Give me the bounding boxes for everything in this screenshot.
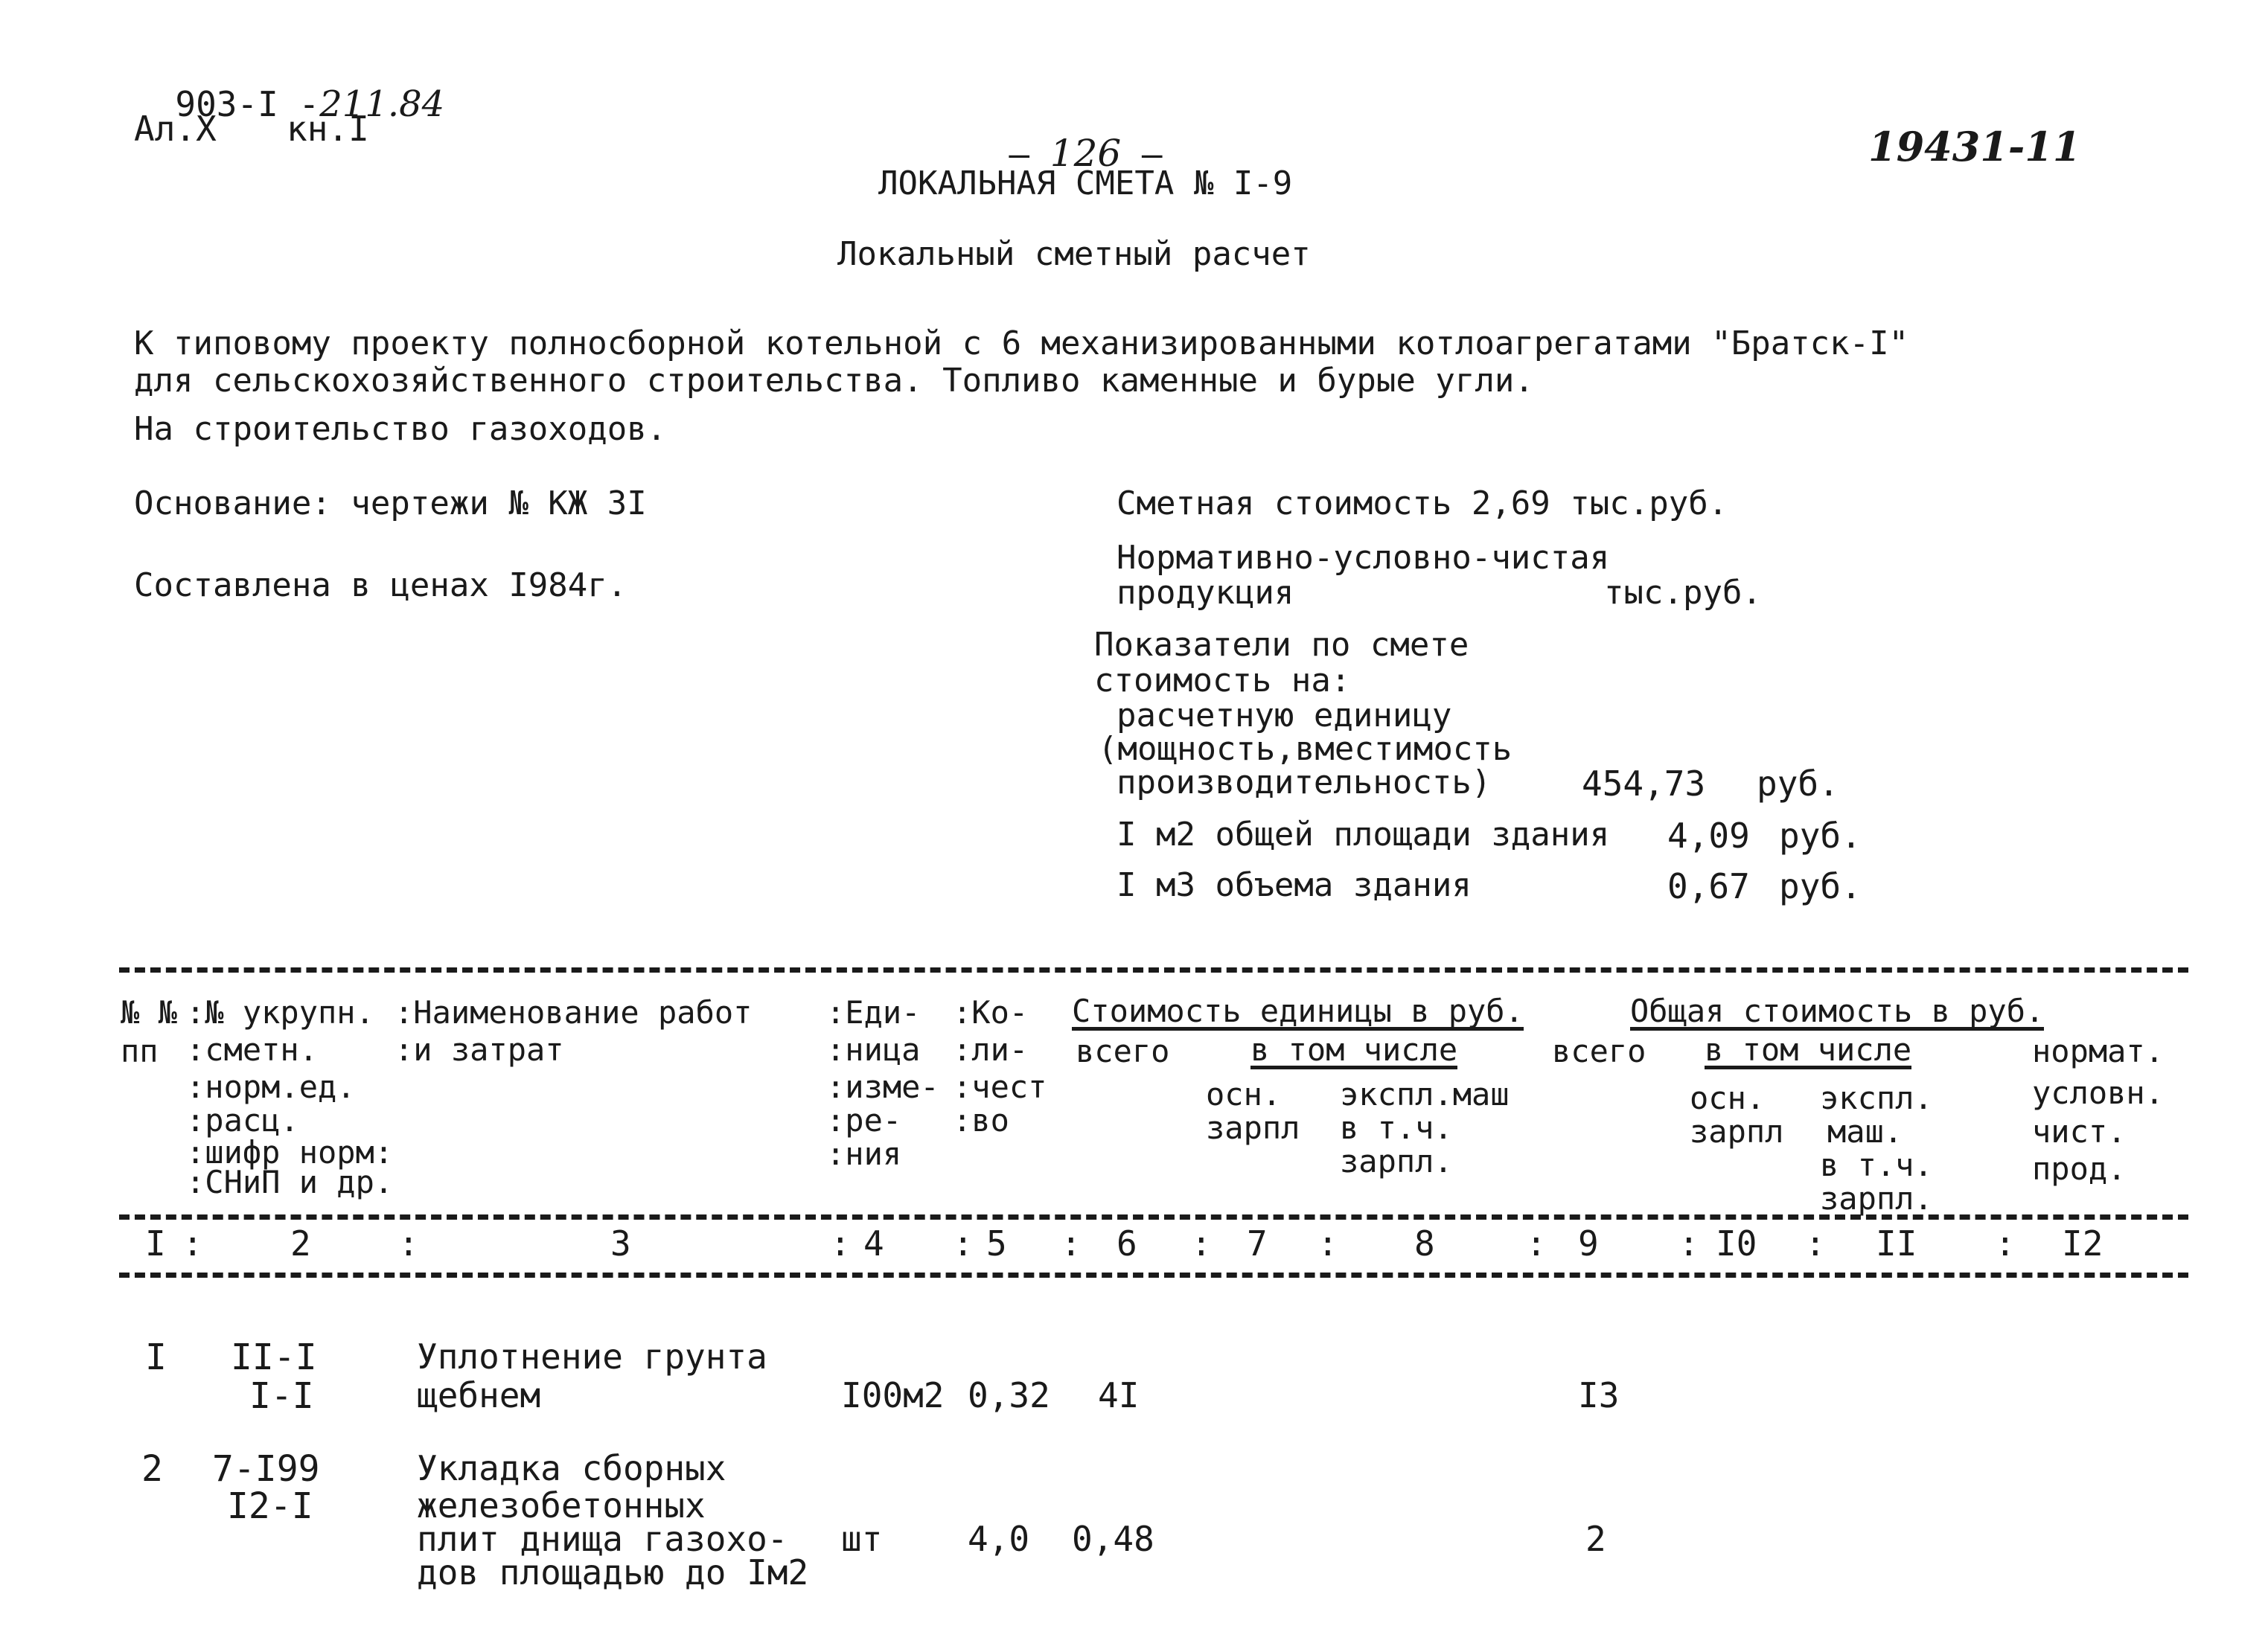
col7-header-line-1: осн.: [1206, 1076, 1282, 1113]
inventory-number: 19431-11: [1868, 123, 2081, 170]
colnum-1: I: [145, 1223, 166, 1264]
colnum-separators: :: [1805, 1223, 1826, 1264]
colnum-11: II: [1876, 1223, 1917, 1264]
col2-header-line-3: :норм.ед.: [186, 1069, 356, 1105]
colnum-5: 5: [986, 1223, 1007, 1264]
row-name-line-2: железобетонных: [417, 1485, 706, 1526]
colnum-separators: :: [398, 1223, 419, 1264]
col9-header: всего: [1552, 1033, 1646, 1069]
col11-header-line-1: экспл.: [1820, 1080, 1933, 1116]
incl-header-unit: в том числе: [1250, 1031, 1458, 1068]
volume-indicator-currency: руб.: [1779, 866, 1862, 906]
col4-header-line-1: :Еди-: [826, 994, 921, 1031]
colnum-separators: :: [830, 1223, 851, 1264]
book-label: кн.I: [287, 109, 369, 149]
colnum-4: 4: [863, 1223, 884, 1264]
colnum-separators: :: [953, 1223, 974, 1264]
description-line-1: К типовому проекту полносборной котельной с 6 механизированными котлоагрегатами "Братск-I": [134, 324, 1909, 362]
row-number: 2: [141, 1448, 163, 1490]
indicators-line-3: расчетную единицу: [1117, 697, 1452, 734]
col2-header-line-1: :№ укрупн.: [186, 994, 374, 1031]
colnum-separators: :: [1526, 1223, 1547, 1264]
col8-header-line-3: зарпл.: [1340, 1143, 1453, 1180]
colnum-separators: :: [1191, 1223, 1212, 1264]
group-unit-cost-header: Стоимость единицы в руб.: [1072, 993, 1524, 1029]
normative-label-1: Нормативно-условно-чистая: [1117, 539, 1610, 577]
indicators-line-4: (мощность,вместимость: [1098, 730, 1512, 768]
colnum-separators: :: [1678, 1223, 1699, 1264]
area-indicator-label: I м2 общей площади здания: [1117, 816, 1610, 854]
colnum-10: I0: [1716, 1223, 1757, 1264]
colnum-3: 3: [610, 1223, 631, 1264]
col12-header-line-1: нормат.: [2032, 1033, 2165, 1069]
row-unit: шт: [841, 1519, 883, 1559]
row-code-line-2: I-I: [249, 1375, 314, 1417]
area-indicator-currency: руб.: [1779, 816, 1862, 856]
col5-header-line-1: :Ко-: [953, 994, 1029, 1031]
col8-header-line-2: в т.ч.: [1340, 1110, 1453, 1146]
row-name-line-4: дов площадью до Iм2: [417, 1552, 809, 1593]
col3-header-line-2: :и затрат: [394, 1031, 564, 1068]
col12-header-line-2: условн.: [2032, 1075, 2165, 1111]
calc-unit-currency: руб.: [1757, 764, 1839, 804]
colnum-8: 8: [1414, 1223, 1435, 1264]
col11-header-line-2: маш.: [1827, 1113, 1903, 1150]
col3-header-line-1: :Наименование работ: [394, 994, 753, 1031]
col6-header: всего: [1076, 1033, 1170, 1069]
row-code-line-2: I2-I: [227, 1485, 313, 1527]
estimate-cost: Сметная стоимость 2,69 тыс.руб.: [1117, 484, 1728, 522]
col5-header-line-3: :чест: [953, 1069, 1047, 1105]
row-name-line-3: плит днища газохо-: [417, 1519, 788, 1559]
row-code-line-1: 7-I99: [212, 1448, 320, 1490]
col1-header-line-1: № №: [121, 994, 177, 1031]
row-quantity: 4,0: [968, 1519, 1030, 1559]
row-unit-total: 4I: [1098, 1375, 1140, 1415]
col4-header-line-4: :ре-: [826, 1102, 902, 1139]
col4-header-line-5: :ния: [826, 1136, 902, 1172]
incl-header-total: в том числе: [1705, 1031, 1912, 1068]
indicators-line-2: стоимость на:: [1094, 662, 1351, 700]
table-header-rule: [119, 1214, 2188, 1220]
row-code-line-1: II-I: [231, 1337, 317, 1378]
colnum-7: 7: [1247, 1223, 1268, 1264]
page-title: ЛОКАЛЬНАЯ СМЕТА № I-9: [878, 164, 1293, 202]
col11-header-line-4: зарпл.: [1820, 1180, 1933, 1217]
indicators-line-1: Показатели по смете: [1094, 626, 1469, 664]
colnum-9: 9: [1578, 1223, 1599, 1264]
col5-header-line-2: :ли-: [953, 1031, 1029, 1068]
colnum-separators: :: [182, 1223, 203, 1264]
colnum-separators: :: [1317, 1223, 1338, 1264]
description-line-3: На строительство газоходов.: [134, 410, 667, 448]
col7-header-line-2: зарпл: [1206, 1110, 1300, 1146]
page-number-value: 126: [1050, 132, 1122, 175]
basis-text: Основание: чертежи № КЖ 3I: [134, 484, 647, 522]
normative-label-2: продукция: [1117, 574, 1294, 612]
album-label: Ал.X: [134, 109, 217, 149]
page-dash-left: –: [1009, 134, 1050, 174]
col2-header-line-6: :СНиП и др.: [186, 1164, 394, 1200]
colnum-2: 2: [290, 1223, 311, 1264]
colnum-separators: :: [1061, 1223, 1082, 1264]
col8-header-line-1: экспл.маш: [1340, 1076, 1510, 1113]
col2-header-line-4: :расц.: [186, 1102, 299, 1139]
row-total: I3: [1578, 1375, 1620, 1415]
normative-unit: тыс.руб.: [1604, 574, 1762, 612]
area-indicator-value: 4,09: [1667, 816, 1750, 856]
row-quantity: 0,32: [968, 1375, 1050, 1415]
col12-header-line-4: прод.: [2032, 1150, 2127, 1187]
colnum-6: 6: [1117, 1223, 1137, 1264]
page-dash-right: –: [1121, 134, 1163, 174]
description-line-2: для сельскохозяйственного строительства. Топливо каменные и бурые угли.: [134, 362, 1534, 400]
col2-header-line-5: :шифр норм:: [186, 1134, 394, 1171]
row-unit: I00м2: [841, 1375, 945, 1415]
col4-header-line-2: :ница: [826, 1031, 921, 1068]
table-top-rule: [119, 967, 2188, 973]
row-name-line-1: Уплотнение грунта: [417, 1337, 767, 1377]
col2-header-line-2: :сметн.: [186, 1031, 319, 1068]
table-numbers-rule: [119, 1273, 2188, 1278]
prices-text: Составлена в ценах I984г.: [134, 566, 627, 604]
col4-header-line-3: :изме-: [826, 1069, 939, 1105]
calc-unit-value: 454,73: [1582, 764, 1706, 804]
col5-header-line-4: :во: [953, 1102, 1009, 1139]
row-unit-total: 0,48: [1072, 1519, 1154, 1559]
col10-header-line-2: зарпл: [1690, 1113, 1784, 1150]
indicators-line-5: производительность): [1117, 764, 1492, 801]
row-name-line-1: Укладка сборных: [417, 1448, 726, 1488]
col11-header-line-3: в т.ч.: [1820, 1147, 1933, 1183]
page-subtitle: Локальный сметный расчет: [837, 235, 1311, 273]
volume-indicator-value: 0,67: [1667, 866, 1750, 906]
row-total: 2: [1585, 1519, 1606, 1559]
document-code-handwritten: 211.84: [319, 83, 445, 125]
colnum-12: I2: [2062, 1223, 2104, 1264]
volume-indicator-label: I м3 объема здания: [1117, 866, 1472, 904]
colnum-separators: :: [1995, 1223, 2016, 1264]
page-number: [968, 100, 1163, 175]
row-name-line-2: щебнем: [417, 1375, 541, 1415]
col10-header-line-1: осн.: [1690, 1080, 1766, 1116]
col1-header-line-2: пп: [121, 1033, 159, 1069]
group-total-cost-header: Общая стоимость в руб.: [1630, 993, 2045, 1029]
document-code-prefix: 903-I -: [175, 84, 320, 124]
row-number: I: [145, 1337, 167, 1378]
col12-header-line-3: чист.: [2032, 1113, 2127, 1150]
